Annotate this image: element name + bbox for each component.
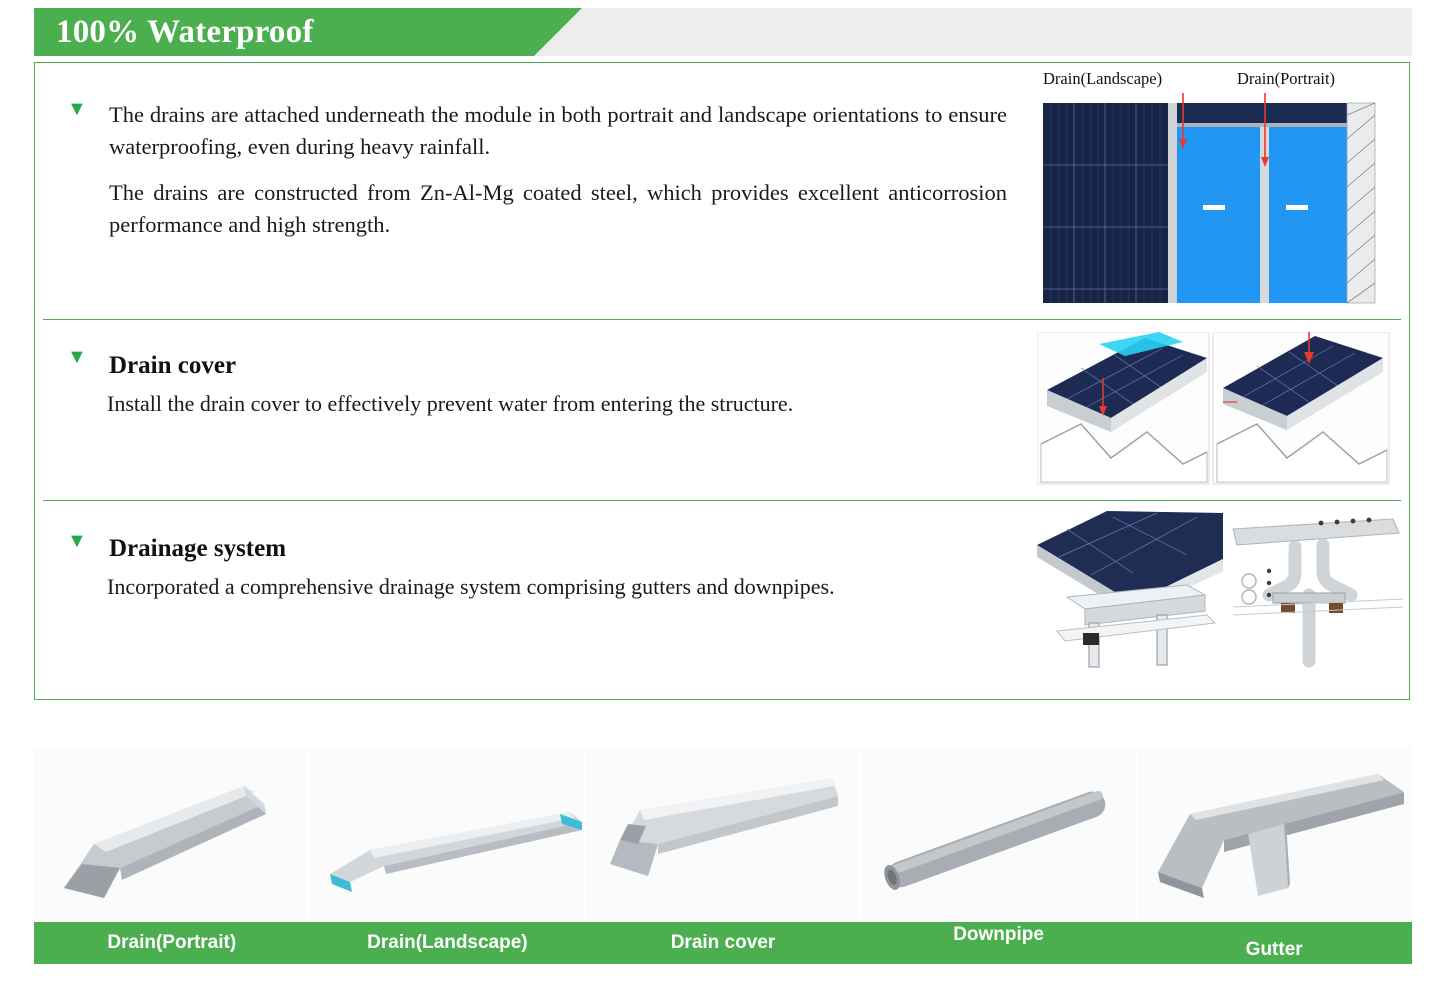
section-1-paragraph-2: The drains are constructed from Zn-Al-Mg coated steel, which provides excellent anticorrosion performance and high strength.: [109, 179, 1007, 237]
drain-orientation-figure: [1025, 63, 1409, 319]
gallery-label-drain-landscape: Drain(Landscape): [367, 932, 528, 953]
drain-cover-figure: [1025, 320, 1409, 500]
header-tag: [34, 8, 534, 56]
section-2-heading: Drain cover: [109, 352, 237, 379]
drain-cover-svg: [1037, 332, 1397, 492]
gallery-item-downpipe[interactable]: [862, 748, 1138, 922]
page-title: 100% Waterproof: [56, 13, 314, 50]
gallery-label-drain-cover: Drain cover: [670, 932, 776, 953]
gutter-profile: [1138, 748, 1412, 922]
drainage-system-svg: [1037, 511, 1407, 681]
section-1-text: [35, 63, 1025, 319]
gallery-item-drain-portrait[interactable]: [34, 748, 310, 922]
section-3-text: [35, 501, 1025, 698]
section-2-paragraph: Install the drain cover to effectively prevent water from entering the structure.: [107, 391, 794, 416]
section-3-paragraph: Incorporated a comprehensive drainage system comprising gutters and downpipes.: [107, 574, 835, 599]
gallery-item-drain-landscape[interactable]: [310, 748, 586, 922]
figure-label-drain-portrait: Drain(Portrait): [1237, 69, 1336, 88]
drain-portrait-profile: [34, 748, 284, 922]
product-gallery: [34, 748, 1412, 964]
section-drain-cover: [35, 320, 1409, 500]
section-2-text: [35, 320, 1025, 500]
figure-label-drain-landscape: Drain(Landscape): [1043, 69, 1163, 88]
triangle-down-icon: ▼: [67, 530, 87, 552]
section-3-heading: Drainage system: [109, 535, 287, 562]
gallery-item-drain-cover[interactable]: [586, 748, 862, 922]
section-drainage-system: [35, 501, 1409, 698]
section-waterproof-drains: [35, 63, 1409, 319]
drain-orientation-svg: [1043, 93, 1393, 313]
gallery-label-downpipe: Downpipe: [953, 924, 1044, 945]
triangle-down-icon: ▼: [67, 98, 87, 120]
gallery-images: [34, 748, 1412, 922]
content-panel: [34, 62, 1410, 700]
drain-landscape-profile: [310, 748, 586, 922]
downpipe-profile: [862, 748, 1132, 922]
gallery-item-gutter[interactable]: [1138, 748, 1412, 922]
drain-cover-profile: [586, 748, 862, 922]
drainage-system-figure: [1025, 501, 1409, 698]
gallery-labels: [34, 922, 1412, 964]
section-1-paragraph-1: The drains are attached underneath the module in both portrait and landscape orientations to ensure waterproofing, even during heavy rainfall.: [109, 102, 1007, 159]
triangle-down-icon: ▼: [67, 346, 87, 368]
gallery-label-gutter: Gutter: [1245, 939, 1303, 960]
gallery-label-drain-portrait: Drain(Portrait): [107, 932, 237, 953]
